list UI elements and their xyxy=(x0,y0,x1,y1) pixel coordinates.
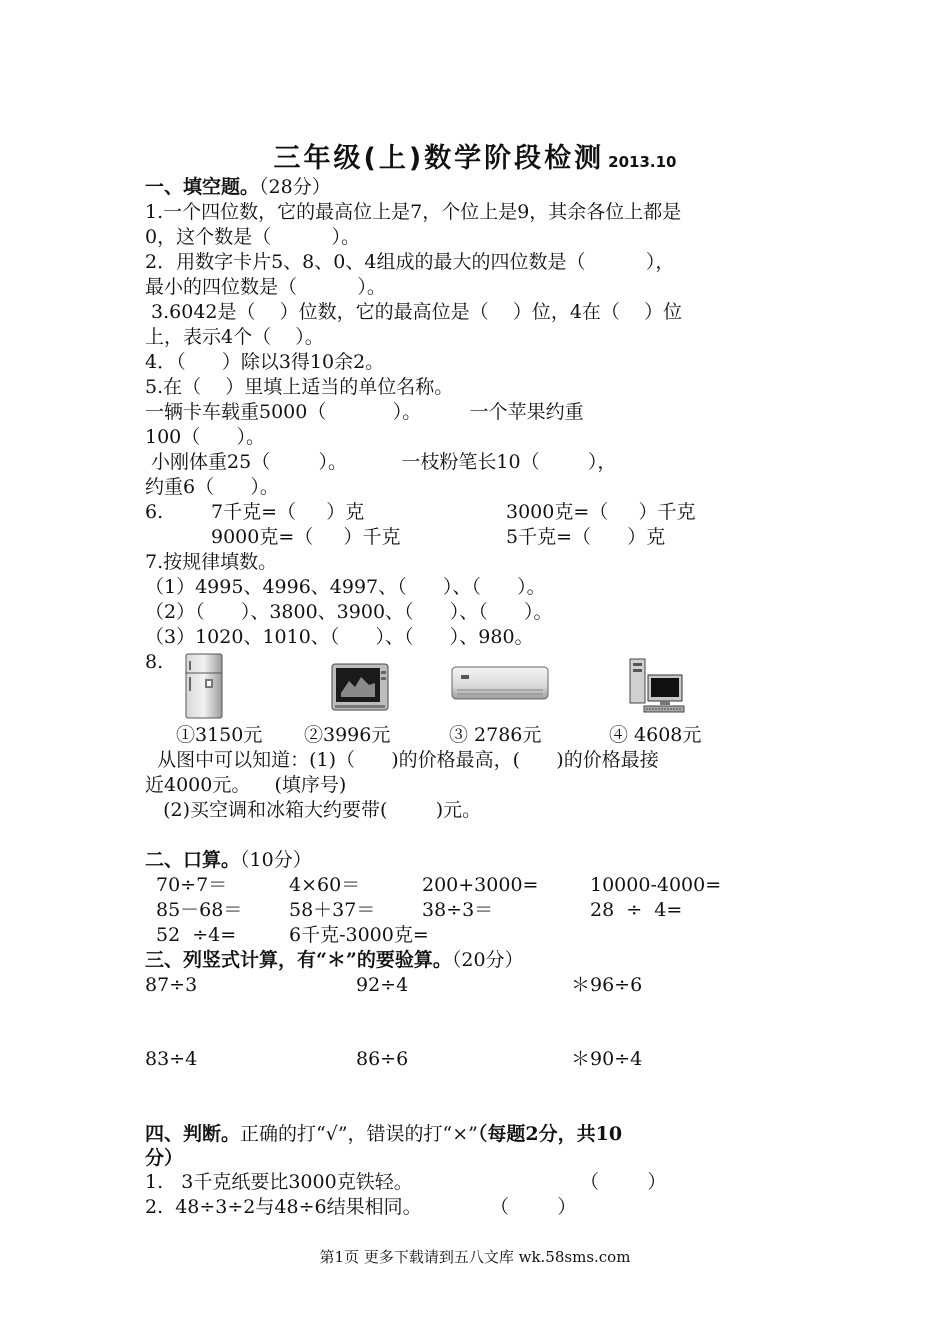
q7-heading: 7.按规律填数。 xyxy=(145,551,278,573)
price-tv: ②3996元 xyxy=(304,724,391,746)
refrigerator-icon xyxy=(185,653,223,723)
q7-row2: （2）（ ）、3800、3900、（ ）、（ ）。 xyxy=(145,601,553,623)
vertical-calc-4: 83÷4 xyxy=(145,1048,198,1070)
vertical-calc-2: 92÷4 xyxy=(356,974,409,996)
section2-heading: 二、口算。（10分） xyxy=(145,849,312,871)
q7-row3: （3）1020、1010、（ ）、（ ）、980。 xyxy=(145,626,534,648)
q5-line5: 约重6（ ）。 xyxy=(145,476,279,498)
calc-r1c3: 200+3000= xyxy=(422,874,539,896)
vertical-calc-5: 86÷6 xyxy=(356,1048,409,1070)
q6-item1: 7千克=（ ）克 xyxy=(211,501,365,523)
section1-heading: 一、填空题。（28分） xyxy=(145,176,331,198)
q6-item3: 9000克=（ ）千克 xyxy=(211,526,401,548)
computer-icon xyxy=(628,657,688,719)
exam-title xyxy=(0,136,950,175)
calc-r2c1: 85－68＝ xyxy=(156,899,243,921)
air-conditioner-icon xyxy=(451,666,549,704)
calc-r1c2: 4×60＝ xyxy=(289,874,361,896)
q4-line: 4．（ ）除以3得10余2。 xyxy=(145,351,385,373)
calc-r1c4: 10000-4000= xyxy=(590,874,722,896)
q6-item2: 3000克=（ ）千克 xyxy=(506,501,696,523)
q8-text2: 近4000元。 (填序号) xyxy=(145,774,347,796)
q6-item4: 5千克=（ ）克 xyxy=(506,526,666,548)
q6-label: 6. xyxy=(145,501,164,523)
section4-heading-cont: 分） xyxy=(145,1147,184,1169)
calc-r3c2: 6千克-3000克= xyxy=(289,924,429,946)
section4-heading: 四、判断。正确的打“√”，错误的打“×”（每题2分，共10 xyxy=(145,1123,623,1145)
exam-date: 2013.10 xyxy=(608,153,677,171)
price-fridge: ①3150元 xyxy=(176,724,263,746)
q5-line1: 5.在（ ）里填上适当的单位名称。 xyxy=(145,376,454,398)
q8-label: 8. xyxy=(145,651,164,673)
q5-line4: 小刚体重25（ ）。 一枝粉笔长10（ ）， xyxy=(145,451,617,473)
vertical-calc-1: 87÷3 xyxy=(145,974,198,996)
q5-line3: 100（ ）。 xyxy=(145,426,266,448)
vertical-calc-6: ＊90÷4 xyxy=(571,1048,643,1070)
q8-text1: 从图中可以知道：(1)（ )的价格最高，( )的价格最接 xyxy=(145,749,659,771)
section3-heading: 三、列竖式计算，有“＊”的要验算。（20分） xyxy=(145,949,524,971)
price-computer: ④ 4608元 xyxy=(609,724,702,746)
q3-line1: 3.6042是（ ）位数，它的最高位是（ ）位，4在（ ）位 xyxy=(145,301,683,323)
calc-r2c2: 58＋37＝ xyxy=(289,899,376,921)
judge-item-1-blank: （ ） xyxy=(580,1171,667,1193)
judge-item-2-blank: （ ） xyxy=(490,1196,577,1218)
q5-line2: 一辆卡车载重5000（ ）。 一个苹果约重 xyxy=(145,401,584,423)
judge-item-1: 1. 3千克纸要比3000克铁轻。 xyxy=(145,1171,413,1193)
calc-r1c1: 70÷7＝ xyxy=(156,874,228,896)
page-footer: 第1页 更多下载请到五八文库 wk.58sms.com xyxy=(319,1248,631,1266)
q7-row1: （1）4995、4996、4997、（ ）、（ ）。 xyxy=(145,576,546,598)
calc-r2c3: 38÷3＝ xyxy=(422,899,494,921)
q1-line2: 0，这个数是（ ）。 xyxy=(145,226,360,248)
q3-line2: 上，表示4个（ ）。 xyxy=(145,326,324,348)
q1-line1: 1.一个四位数，它的最高位上是7，个位上是9，其余各位上都是 xyxy=(145,201,682,223)
judge-item-2: 2. 48÷3÷2与48÷6结果相同。 xyxy=(145,1196,422,1218)
q8-text3: (2)买空调和冰箱大约要带( )元。 xyxy=(145,799,482,821)
price-ac: ③ 2786元 xyxy=(449,724,542,746)
calc-r3c1: 52 ÷4= xyxy=(156,924,237,946)
vertical-calc-3: ＊96÷6 xyxy=(571,974,643,996)
calc-r2c4: 28 ÷ 4= xyxy=(590,899,683,921)
q2-line1: 2．用数字卡片5、8、0、4组成的最大的四位数是（ ）， xyxy=(145,251,675,273)
title-text: 三年级(上)数学阶段检测 xyxy=(273,143,605,174)
television-icon xyxy=(331,663,389,717)
q2-line2: 最小的四位数是（ ）。 xyxy=(145,276,386,298)
